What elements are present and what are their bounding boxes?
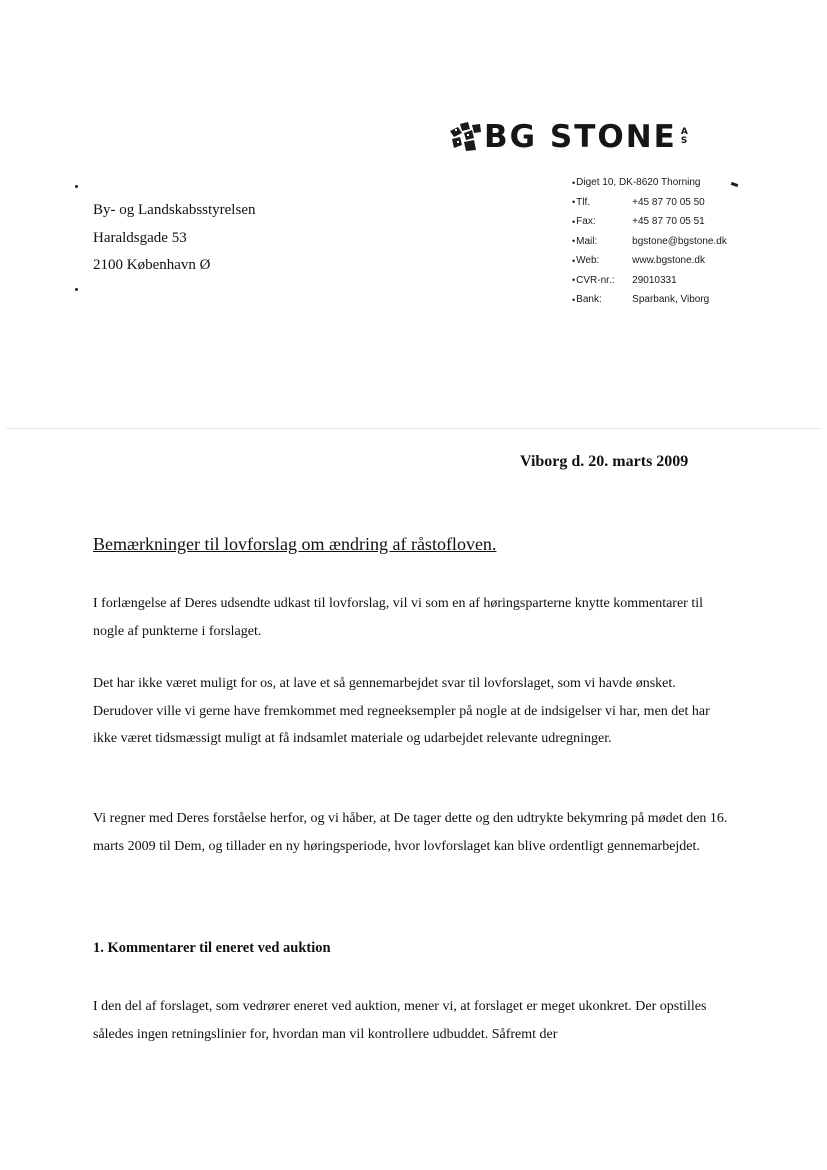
recipient-name: By- og Landskabsstyrelsen [93,202,256,218]
contact-fax: • Fax: +45 87 70 05 51 [572,216,705,228]
letter-date: Viborg d. 20. marts 2009 [520,453,689,470]
scan-speck [731,182,739,187]
contact-address: • Diget 10, DK-8620 Thorning [572,177,701,189]
fold-line [6,428,820,429]
contact-bank: • Bank: Sparbank, Viborg [572,294,710,306]
recipient-address [93,197,255,280]
paragraph: Det har ikke været muligt for os, at lave et så gennemarbejdet svar til lovforslaget, som vi havde ønsket. Derudover ville vi gerne have fremkommet med regneeksempler på nogle at de indsigelser vi har, men det har ikke været tidsmæssigt muligt at få indsamlet materiale og udarbejdet relevante udregninger. [93,676,710,746]
scan-speck [75,185,78,188]
contact-cvr: • CVR-nr.: 29010331 [572,274,677,286]
paragraph: I forlængelse af Deres udsendte udkast til lovforslag, vil vi som en af høringsparterne knytte kommentarer til nogle af punkterne i forslaget. [93,596,704,639]
recipient-street: Haraldsgade 53 [93,229,187,246]
recipient-city: 2100 København Ø [93,257,211,273]
scan-speck [75,288,78,291]
letter-subject: Bemærkninger til lovforslag om ændring af råstofloven. [93,534,497,554]
brand-suffix: A S [680,127,688,146]
paragraph: Vi regner med Deres forståelse herfor, og vi håber, at De tager dette og den udtrykte bekymring på mødet den 16. marts 2009 til Dem, og tillader en ny høringsperiode, hvor lovforslaget kan blive ordentligt gennemarbejdet. [93,811,728,854]
company-logo [448,118,728,156]
contact-web: • Web: www.bgstone.dk [572,255,705,267]
stone-blocks-icon [448,121,482,153]
section-heading: 1. Kommentarer til eneret ved auktion [93,940,331,956]
contact-info [572,173,727,310]
paragraph: I den del af forslaget, som vedrører eneret ved auktion, mener vi, at forslaget er meget ukonkret. Der opstilles således ingen retningslinier for, hvordan man vil kontrollere udbuddet. Såfremt der [93,999,707,1042]
contact-mail: • Mail: bgstone@bgstone.dk [572,235,727,247]
brand-name: BG STONE [484,118,677,155]
contact-phone: • Tlf. +45 87 70 05 50 [572,196,705,208]
